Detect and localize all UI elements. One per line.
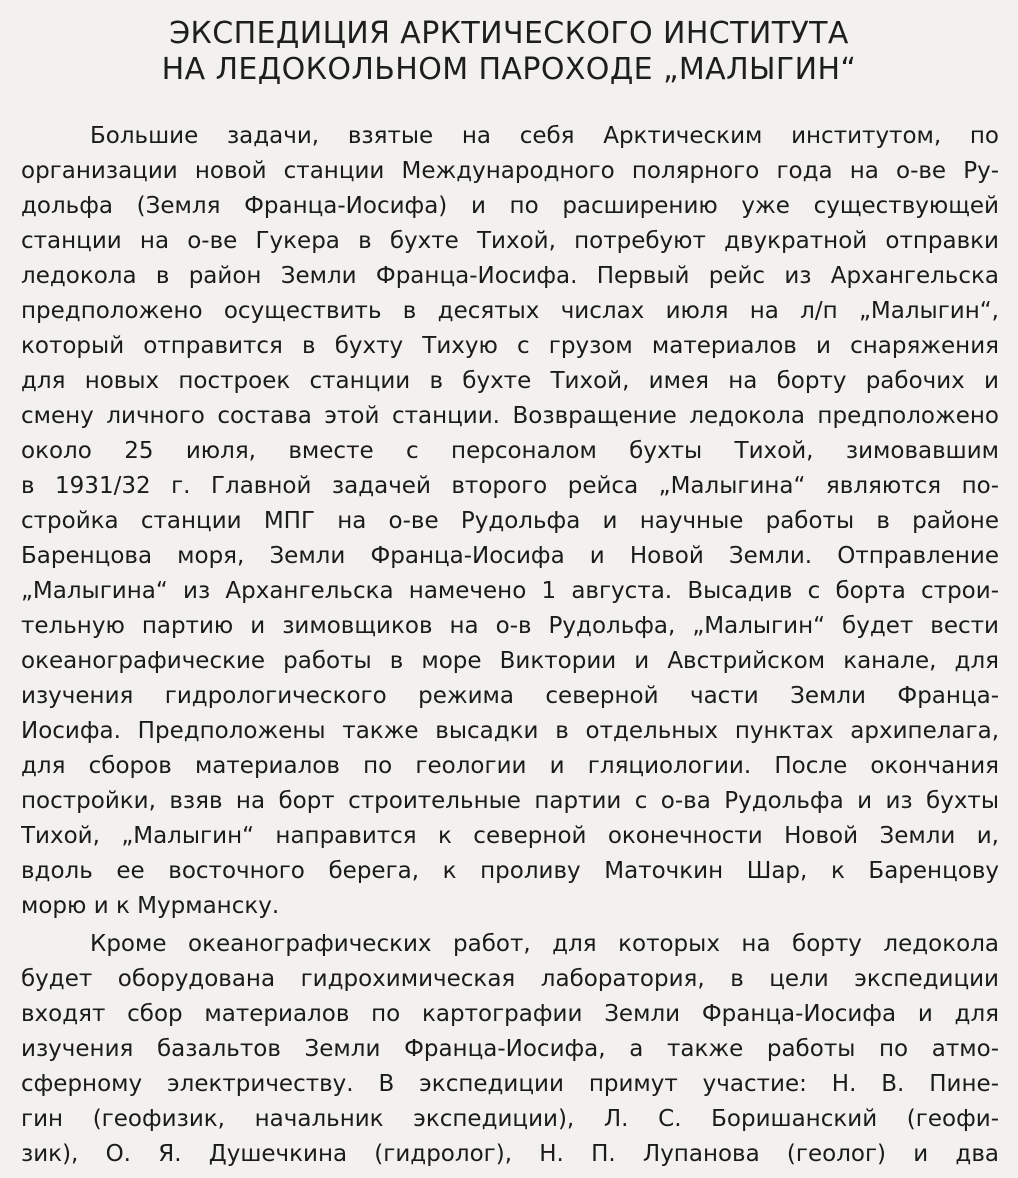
paragraph-2-line: сферному электричеству. В экспедиции примут участие: Н. В. Пине- [21,1071,999,1097]
paragraph-1-line: который отправится в бухту Тихую с грузом материалов и снаряжения [21,333,999,359]
paragraph-2-line: будет оборудована гидрохимическая лаборатория, в цели экспедиции [21,966,999,992]
paragraph-1-line: дольфа (Земля Франца-Иосифа) и по расширению уже существующей [21,193,999,219]
paragraph-1-line: постройки, взяв на борт строительные партии с о-ва Рудольфа и из бухты [21,788,999,814]
paragraph-1-line: около 25 июля, вместе с персоналом бухты Тихой, зимовавшим [21,438,999,464]
paragraph-1-line: станции на о-ве Гукера в бухте Тихой, потребуют двукратной отправки [21,228,999,254]
paragraph-1-line: стройка станции МПГ на о-ве Рудольфа и научные работы в районе [21,508,999,534]
paragraph-1-line: океанографические работы в море Виктории и Австрийском канале, для [21,648,999,674]
paragraph-2-line: изучения базальтов Земли Франца-Иосифа, а также работы по атмо- [21,1036,999,1062]
paragraph-2-line: входят сбор материалов по картографии Земли Франца-Иосифа и для [21,1001,999,1027]
paragraph-1-line: организации новой станции Международного полярного года на о-ве Ру- [21,158,999,184]
title-line-2: НА ЛЕДОКОЛЬНОМ ПАРОХОДЕ „МАЛЫГИН“ [161,52,857,87]
paragraph-1-line: для сборов материалов по геологии и гляциологии. После окончания [21,753,999,779]
paragraph-1-line: тельную партию и зимовщиков на о-в Рудольфа, „Малыгин“ будет вести [21,613,999,639]
paragraph-1-line: изучения гидрологического режима северной части Земли Франца- [21,683,999,709]
paragraph-2-line: зик), О. Я. Душечкина (гидролог), Н. П. Лупанова (геолог) и два [21,1141,999,1167]
paragraph-1-line: предположено осуществить в десятых числах июля на л/п „Малыгин“, [21,298,999,324]
paragraph-1-line: в 1931/32 г. Главной задачей второго рейса „Малыгина“ являются по- [21,473,999,499]
paragraph-1-line: „Малыгина“ из Архангельска намечено 1 августа. Высадив с борта строи- [21,578,999,604]
paragraph-1-line: Большие задачи, взятые на себя Арктическим институтом, по [90,123,999,149]
paragraph-1-line: Иосифа. Предположены также высадки в отдельных пунктах архипелага, [21,718,999,744]
paragraph-1-line: Тихой, „Малыгин“ направится к северной оконечности Новой Земли и, [21,823,999,849]
paragraph-2-line: гин (геофизик, начальник экспедиции), Л. С. Боришанский (геофи- [21,1106,999,1132]
paragraph-1-line: ледокола в район Земли Франца-Иосифа. Первый рейс из Архангельска [21,263,999,289]
paragraph-1-line: вдоль ее восточного берега, к проливу Маточкин Шар, к Баренцову [21,858,999,884]
paragraph-1-line: Баренцова моря, Земли Франца-Иосифа и Новой Земли. Отправление [21,543,999,569]
paragraph-1-line: для новых построек станции в бухте Тихой, имея на борту рабочих и [21,368,999,394]
paragraph-1-line: смену личного состава этой станции. Возвращение ледокола предположено [21,403,999,429]
title-line-1: ЭКСПЕДИЦИЯ АРКТИЧЕСКОГО ИНСТИТУТА [169,16,849,51]
paragraph-1-line: морю и к Мурманску. [21,893,280,919]
paragraph-2-line: Кроме океанографических работ, для которых на борту ледокола [90,931,999,957]
